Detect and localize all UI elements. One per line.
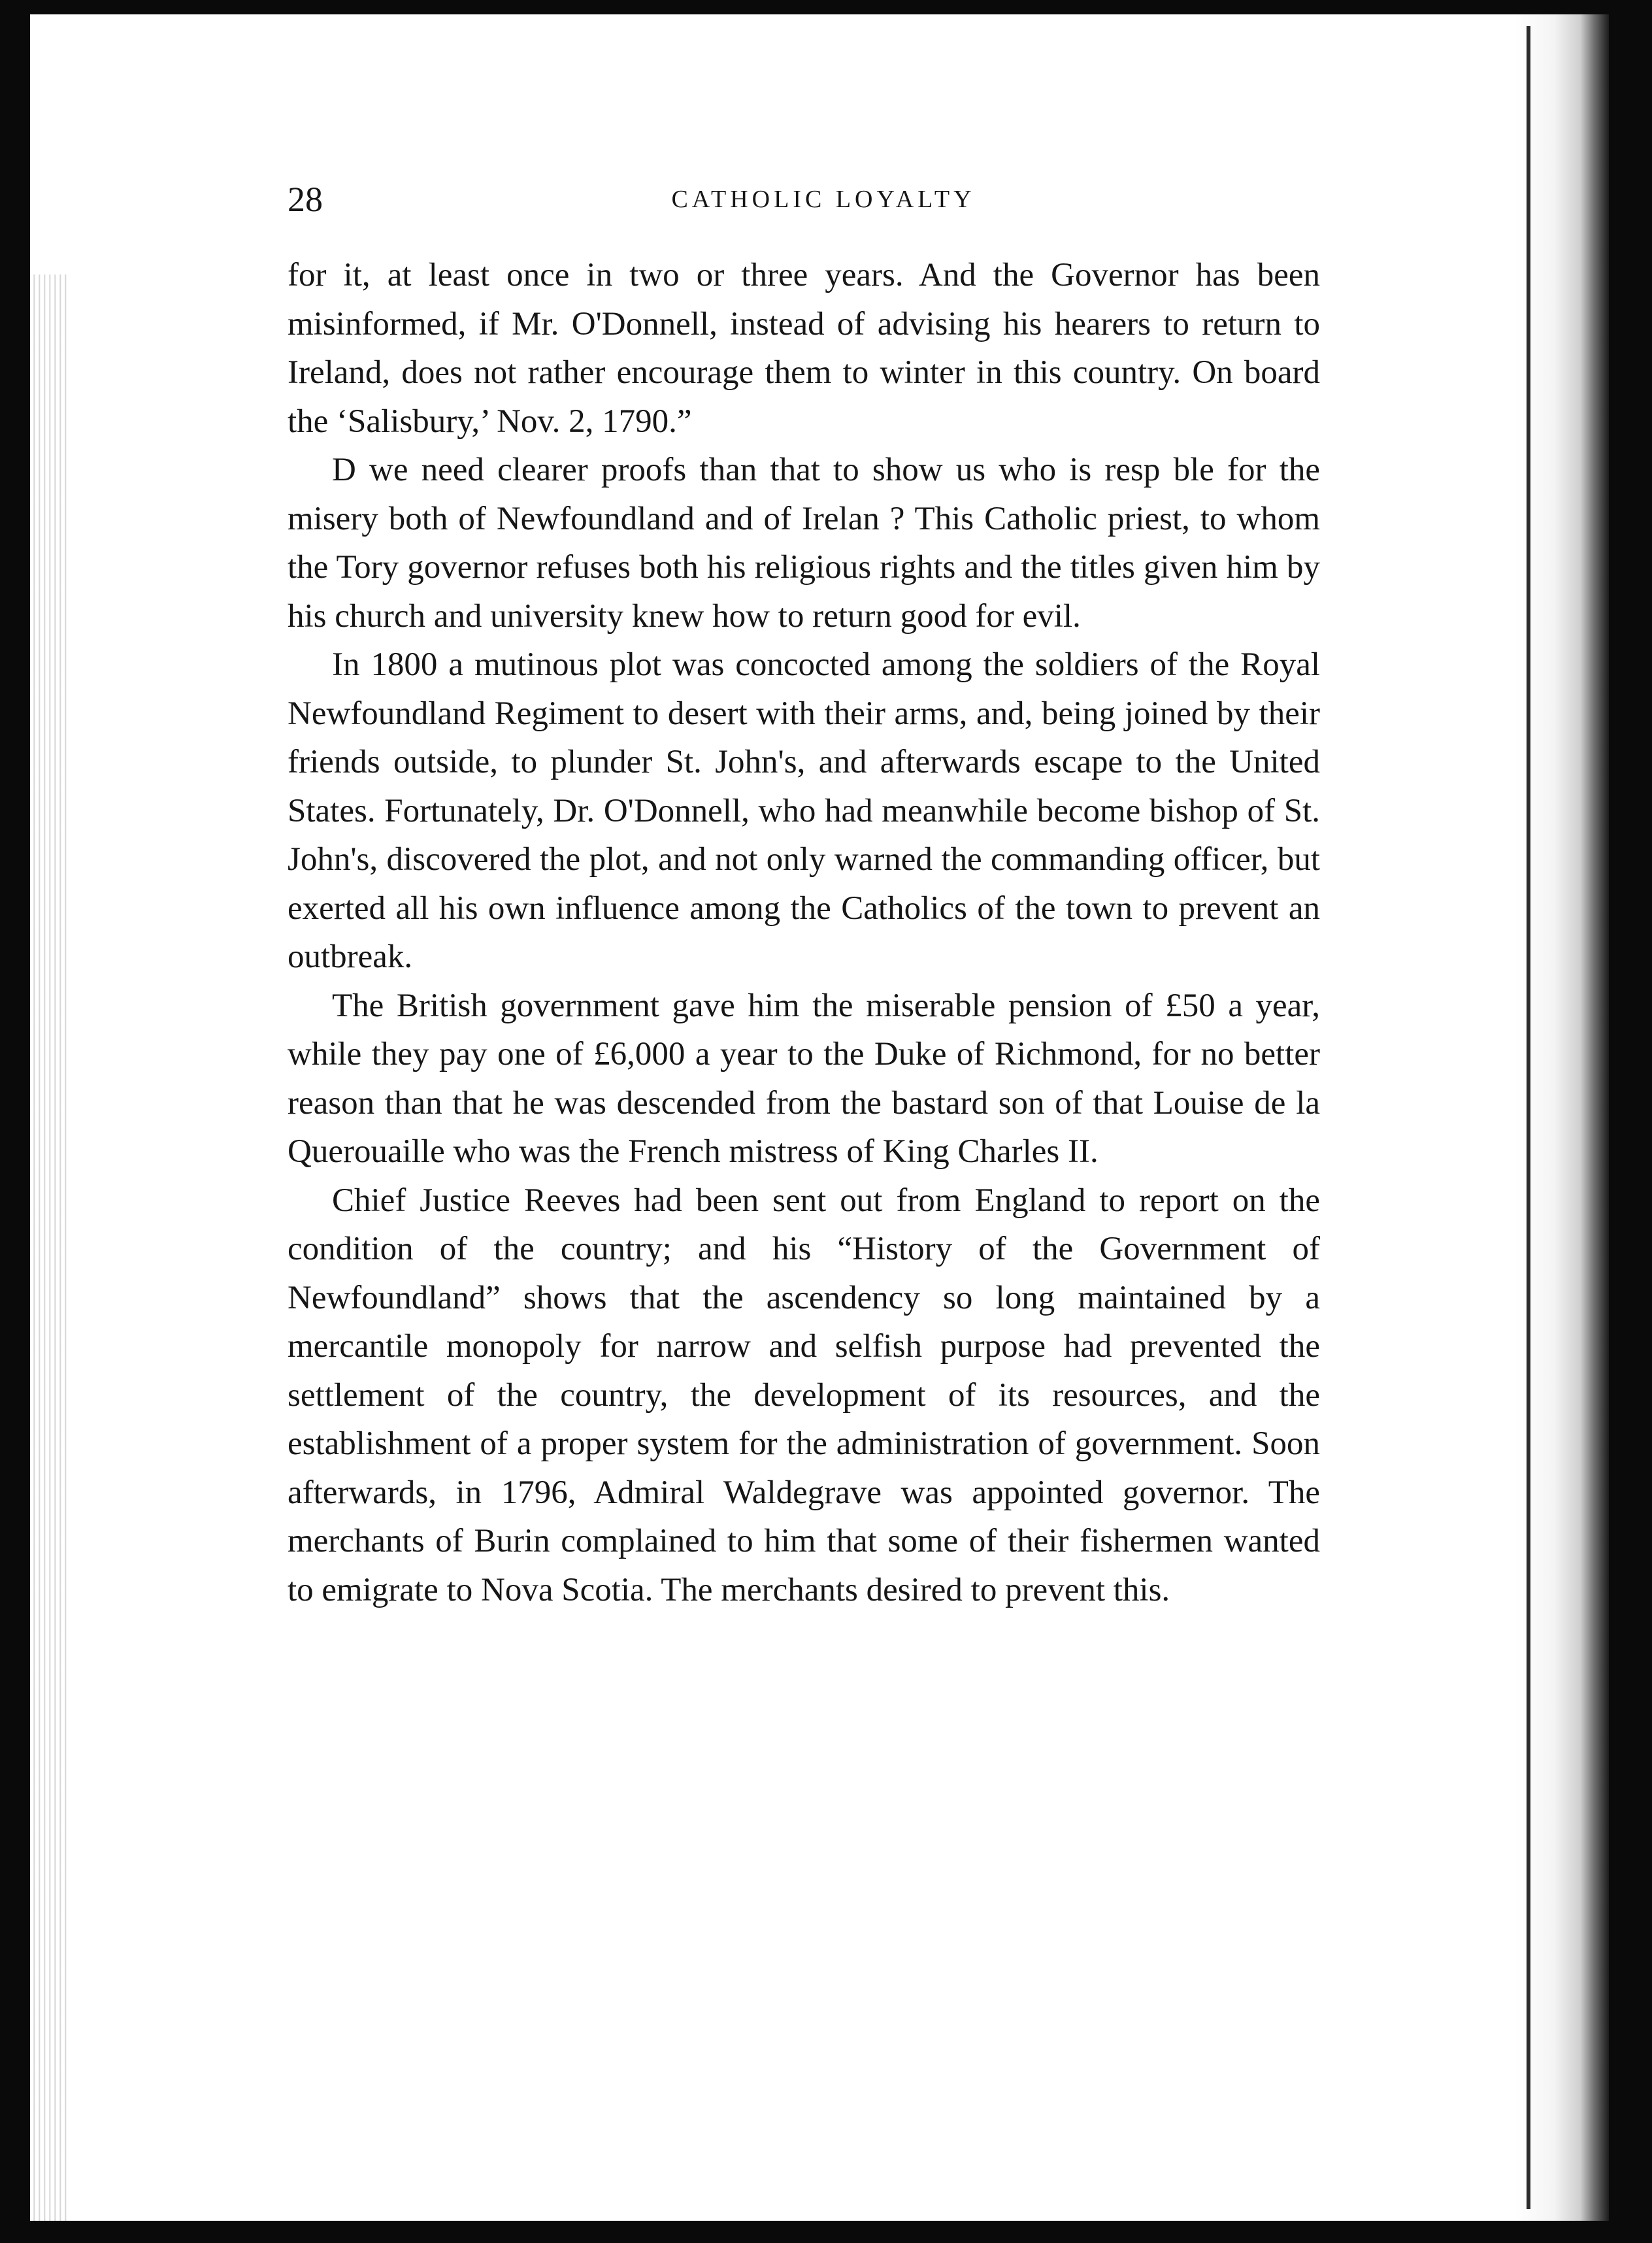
- paragraph: Chief Justice Reeves had been sent out from England to report on the condition of the country; and his “History of the Government of Newfoundland” shows that the ascendency so long maintained by a mercantile monopoly for narrow and selfish purpose had prevented the settlement of the country, the development of its resources, and the establishment of a proper system for the administration of government. Soon afterwards, in 1796, Admiral Waldegrave was appointed governor. The merchants of Burin complained to him that some of their fishermen wanted to emigrate to Nova Scotia. The merchants desired to prevent this.: [288, 1182, 1320, 1608]
- scan-border-right: [1609, 0, 1652, 2243]
- body-text: [288, 251, 1320, 1614]
- page-number: 28: [288, 180, 323, 219]
- scan-border-top: [0, 0, 1652, 14]
- scan-border-left: [0, 0, 30, 2243]
- paragraph-continued: for it, at least once in two or three years. And the Governor has been misinformed, if Mr. O'Donnell, instead of advising his hearers to return to Ireland, does not rather encourage them to winter in this country. On board the ‘Salisbury,’ Nov. 2, 1790.”: [288, 257, 1320, 440]
- binding-gutter-line: [1527, 26, 1530, 2209]
- paragraph: D we need clearer proofs than that to show us who is resp ble for the misery both of Newfoundland and of Irelan ? This Catholic priest, to whom the Tory governor refuses both his religious rights and the titles given him by his church and university knew how to return good for evil.: [288, 452, 1320, 635]
- paragraph: The British government gave him the miserable pension of £50 a year, while they pay one of £6,000 a year to the Duke of Richmond, for no better reason than that he was descended from the bastard son of that Louise de la Querouaille who was the French mistress of King Charles II.: [288, 987, 1320, 1170]
- paragraph: In 1800 a mutinous plot was concocted among the soldiers of the Royal Newfoundland Regiment to desert with their arms, and, being joined by their friends outside, to plunder St. John's, and afterwards escape to the United States. Fortunately, Dr. O'Donnell, who had meanwhile become bishop of St. John's, discovered the plot, and not only warned the commanding officer, but exerted all his own influence among the Catholics of the town to prevent an outbreak.: [288, 646, 1320, 975]
- book-page: [288, 176, 1320, 1614]
- running-title: CATHOLIC LOYALTY: [671, 186, 976, 213]
- page-stack-edge: [30, 274, 69, 2222]
- running-head: [288, 176, 1320, 222]
- scan-border-bottom: [0, 2221, 1652, 2243]
